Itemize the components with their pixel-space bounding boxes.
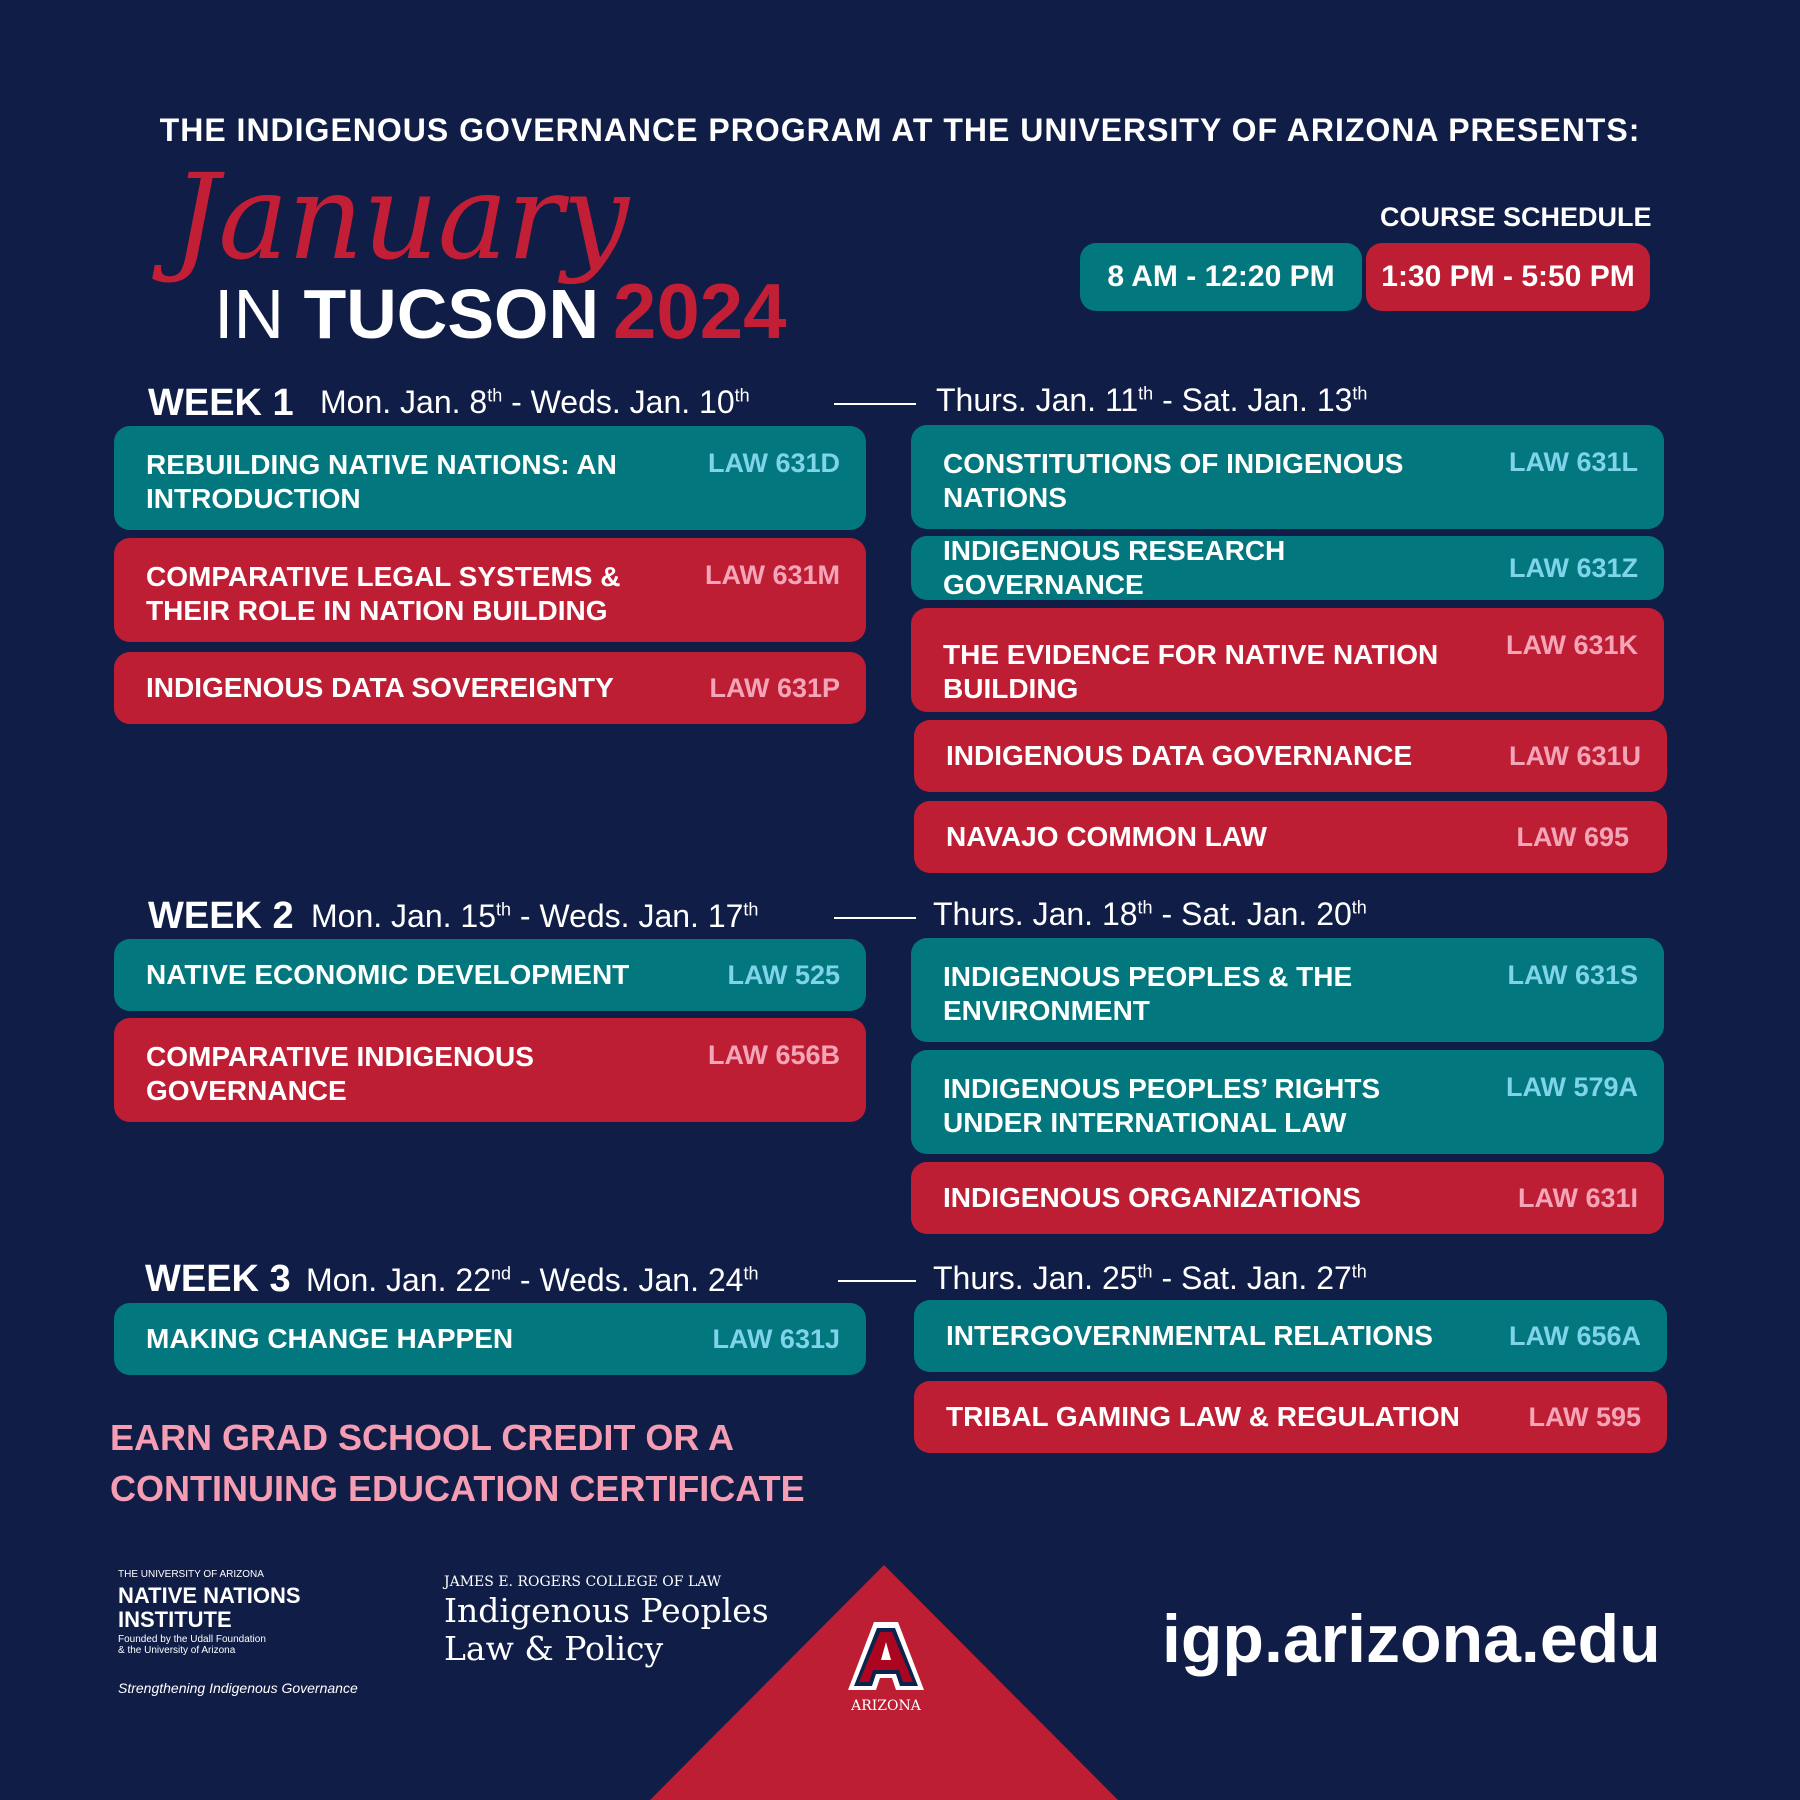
date-suffix: th: [487, 385, 503, 406]
date-text: - Sat. Jan. 27: [1152, 1260, 1352, 1296]
course-card: [114, 426, 866, 530]
course-card: [911, 608, 1664, 712]
date-text: Thurs. Jan. 18: [933, 896, 1138, 932]
course-code: LAW 631Z: [1508, 552, 1638, 583]
course-card: [114, 939, 866, 1011]
course-code: LAW 631P: [709, 672, 840, 703]
course-title: COMPARATIVE INDIGENOUS GOVERNANCE: [146, 1041, 534, 1106]
arizona-block-a-icon: [846, 1620, 926, 1698]
title-in-tucson: [214, 267, 787, 355]
week-3-right-dates: [933, 1260, 1367, 1297]
week-1-left-dates: [320, 384, 750, 421]
course-card: [914, 1300, 1667, 1372]
course-card: [911, 1162, 1664, 1234]
date-text: Thurs. Jan. 11: [936, 382, 1139, 418]
course-code: LAW 631U: [1508, 740, 1641, 771]
course-title: INDIGENOUS RESEARCH GOVERNANCE: [943, 535, 1286, 600]
course-schedule-label: COURSE SCHEDULE: [1380, 202, 1652, 232]
course-title: TRIBAL GAMING LAW & REGULATION: [946, 1401, 1460, 1432]
course-title: INDIGENOUS PEOPLES & THE ENVIRONMENT: [943, 961, 1353, 1026]
course-card: [911, 1050, 1664, 1154]
course-code: LAW 631D: [707, 448, 840, 478]
course-code: LAW 631L: [1508, 447, 1638, 477]
date-text: Mon. Jan. 15: [311, 898, 496, 934]
course-code: LAW 631I: [1517, 1182, 1638, 1213]
course-title: INDIGENOUS DATA GOVERNANCE: [946, 740, 1413, 771]
week-2-divider: [834, 917, 916, 919]
date-text: Mon. Jan. 22: [306, 1262, 491, 1298]
iplp-college-text: JAMES E. ROGERS COLLEGE OF LAW: [444, 1574, 722, 1590]
course-title: INTERGOVERNMENTAL RELATIONS: [946, 1320, 1433, 1351]
date-text: Mon. Jan. 8: [320, 384, 488, 420]
date-suffix: th: [1351, 897, 1367, 918]
title-january: January: [172, 148, 629, 286]
week-3-label: WEEK 3: [145, 1258, 291, 1300]
morning-session-pill: 8 AM - 12:20 PM: [1080, 243, 1362, 311]
course-code: LAW 595: [1528, 1401, 1641, 1432]
course-code: LAW 695: [1516, 821, 1629, 852]
course-card: [114, 1018, 866, 1122]
title-year: 2024: [613, 267, 787, 355]
course-code: LAW 525: [727, 959, 840, 990]
website-url: igp.arizona.edu: [1162, 1601, 1661, 1677]
week-2-right-dates: [933, 896, 1367, 933]
course-title: COMPARATIVE LEGAL SYSTEMS & THEIR ROLE IN NATION BUILDING: [146, 561, 621, 626]
course-title: NAVAJO COMMON LAW: [946, 821, 1267, 852]
date-text: - Weds. Jan. 10: [502, 384, 735, 420]
date-suffix: th: [496, 899, 512, 920]
date-suffix: th: [1137, 1261, 1153, 1282]
date-text: - Sat. Jan. 13: [1153, 382, 1353, 418]
course-card: [914, 1381, 1667, 1453]
week-1-right-dates: [936, 382, 1367, 419]
iplp-name-line: Indigenous Peoples: [444, 1591, 769, 1630]
date-suffix: nd: [491, 1263, 512, 1284]
course-title: NATIVE ECONOMIC DEVELOPMENT: [146, 959, 630, 990]
course-title: INDIGENOUS DATA SOVEREIGNTY: [146, 672, 614, 703]
date-suffix: th: [1351, 1261, 1367, 1282]
course-title: MAKING CHANGE HAPPEN: [146, 1323, 514, 1354]
earn-credit-callout: [110, 1412, 805, 1514]
presenter-program-name: INDIGENOUS GOVERNANCE PROGRAM: [236, 112, 883, 148]
week-2-left-dates: [311, 898, 758, 935]
week-3-left-dates: [306, 1262, 758, 1299]
week-3-divider: [838, 1280, 916, 1282]
earn-line: EARN GRAD SCHOOL CREDIT OR A: [110, 1417, 735, 1458]
week-1-divider: [834, 403, 916, 405]
presenter-line: [0, 112, 1800, 149]
nni-tagline: Strengthening Indigenous Governance: [118, 1680, 358, 1696]
week-1-label: WEEK 1: [148, 382, 294, 424]
arizona-wordmark: ARIZONA: [851, 1698, 921, 1714]
date-suffix: th: [743, 899, 759, 920]
course-card: [114, 538, 866, 642]
course-title: INDIGENOUS PEOPLES’ RIGHTS UNDER INTERNATIONAL LAW: [943, 1073, 1381, 1138]
nni-founded-line: & the University of Arizona: [118, 1645, 236, 1656]
title-tucson: TUCSON: [303, 275, 600, 353]
date-suffix: th: [1138, 383, 1154, 404]
earn-line: CONTINUING EDUCATION CERTIFICATE: [110, 1468, 805, 1509]
course-code: LAW 631S: [1507, 960, 1638, 990]
course-title: THE EVIDENCE FOR NATIVE NATION BUILDING: [943, 639, 1439, 704]
week-2-label: WEEK 2: [148, 895, 294, 937]
course-card: [911, 938, 1664, 1042]
course-code: LAW 631M: [704, 560, 840, 590]
course-code: LAW 579A: [1505, 1072, 1638, 1102]
presenter-text-c: AT THE UNIVERSITY OF ARIZONA PRESENTS:: [882, 112, 1641, 148]
course-title: CONSTITUTIONS OF INDIGENOUS NATIONS: [943, 448, 1404, 513]
course-code: LAW 631J: [712, 1323, 840, 1354]
course-card: [914, 720, 1667, 792]
date-suffix: th: [743, 1263, 759, 1284]
nni-founded-line: Founded by the Udall Foundation: [118, 1634, 266, 1645]
afternoon-session-pill: 1:30 PM - 5:50 PM: [1366, 243, 1650, 311]
nni-name-line: INSTITUTE: [118, 1607, 232, 1632]
presenter-text-a: THE: [159, 112, 237, 148]
date-text: - Weds. Jan. 17: [511, 898, 744, 934]
nni-logo-name: [118, 1584, 301, 1632]
nni-university-text: THE UNIVERSITY OF ARIZONA: [118, 1569, 264, 1580]
course-code: LAW 631K: [1505, 630, 1638, 660]
course-title: INDIGENOUS ORGANIZATIONS: [943, 1182, 1361, 1213]
date-suffix: th: [1137, 897, 1153, 918]
course-card: [914, 801, 1667, 873]
course-code: LAW 656B: [707, 1040, 840, 1070]
nni-name-line: NATIVE NATIONS: [118, 1583, 301, 1608]
course-card: [114, 652, 866, 724]
course-card: [114, 1303, 866, 1375]
iplp-name-line: Law & Policy: [444, 1629, 664, 1668]
course-card: [911, 536, 1664, 600]
course-card: [911, 425, 1664, 529]
course-title: REBUILDING NATIVE NATIONS: AN INTRODUCTION: [146, 449, 617, 514]
date-text: Thurs. Jan. 25: [933, 1260, 1138, 1296]
date-suffix: th: [1352, 383, 1368, 404]
course-code: LAW 656A: [1508, 1320, 1641, 1351]
title-in: IN: [214, 275, 304, 353]
nni-founded-text: [118, 1634, 266, 1656]
date-suffix: th: [734, 385, 750, 406]
date-text: - Sat. Jan. 20: [1152, 896, 1352, 932]
date-text: - Weds. Jan. 24: [511, 1262, 744, 1298]
